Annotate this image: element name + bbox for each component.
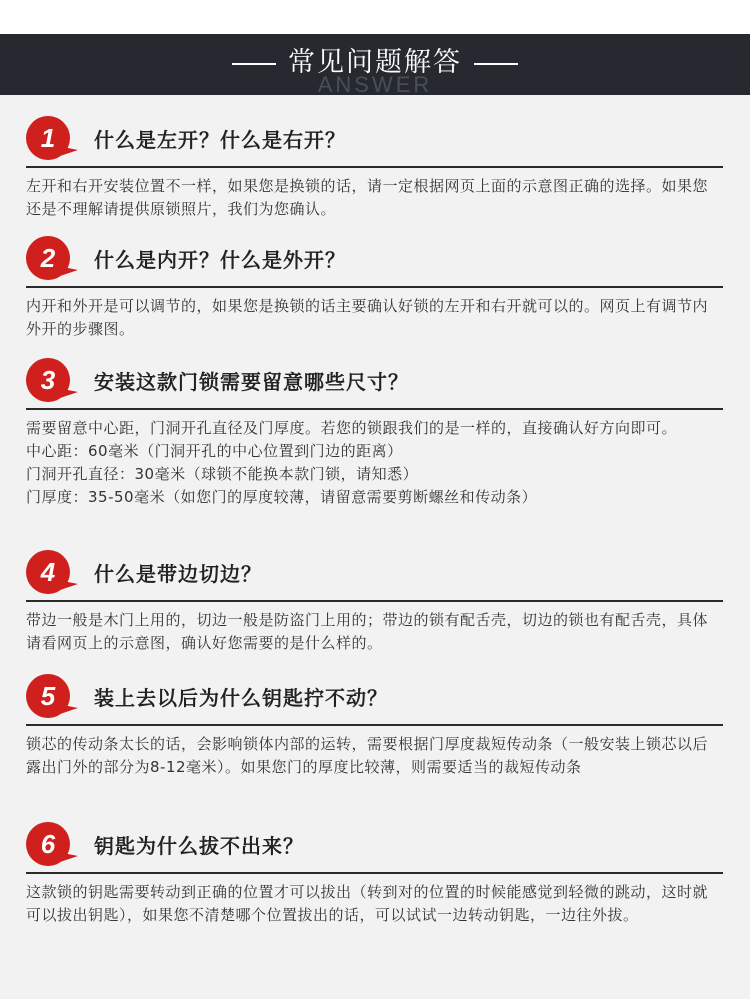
question-text: 什么是左开？什么是右开？ bbox=[94, 128, 346, 152]
badge-number: 1 bbox=[40, 123, 56, 153]
faq-item-5 bbox=[26, 670, 723, 779]
divider bbox=[26, 724, 723, 726]
faq-item-4 bbox=[26, 546, 723, 655]
question-text: 安装这款门锁需要留意哪些尺寸？ bbox=[94, 370, 409, 394]
page-header bbox=[0, 34, 750, 95]
faq-item-6 bbox=[26, 818, 723, 927]
badge-number: 5 bbox=[40, 681, 56, 711]
answer-text bbox=[26, 417, 723, 509]
answer-text bbox=[26, 733, 723, 779]
answer-line: 内开和外开是可以调节的，如果您是换锁的话主要确认好锁的左开和右开就可以的。网页上有调节内外开的步骤图。 bbox=[26, 297, 709, 338]
answer-text bbox=[26, 881, 723, 927]
answer-text bbox=[26, 175, 723, 221]
answer-text bbox=[26, 295, 723, 341]
divider bbox=[26, 600, 723, 602]
answer-line: 需要留意中心距，门洞开孔直径及门厚度。若您的锁跟我们的是一样的，直接确认好方向即可。 bbox=[26, 419, 678, 437]
answer-line: 中心距：60毫米（门洞开孔的中心位置到门边的距离） bbox=[26, 442, 403, 460]
badge-number: 4 bbox=[40, 557, 56, 587]
answer-line: 左开和右开安装位置不一样，如果您是换锁的话，请一定根据网页上面的示意图正确的选择。如果您还是不理解请提供原锁照片，我们为您确认。 bbox=[26, 177, 709, 218]
question-text: 钥匙为什么拔不出来？ bbox=[94, 834, 304, 858]
title-dash-right bbox=[474, 63, 518, 65]
divider bbox=[26, 286, 723, 288]
question-row bbox=[26, 546, 723, 594]
faq-item-1 bbox=[26, 112, 723, 221]
question-text: 什么是带边切边？ bbox=[94, 562, 262, 586]
question-row bbox=[26, 818, 723, 866]
divider bbox=[26, 872, 723, 874]
answer-line: 这款锁的钥匙需要转动到正确的位置才可以拔出（转到对的位置的时候能感觉到轻微的跳动，这时就可以拔出钥匙），如果您不清楚哪个位置拔出的话，可以试试一边转动钥匙，一边往外拔。 bbox=[26, 883, 709, 924]
title-dash-left bbox=[232, 63, 276, 65]
faq-item-2 bbox=[26, 232, 723, 341]
top-band bbox=[0, 0, 750, 34]
badge-number: 2 bbox=[40, 243, 56, 273]
divider bbox=[26, 166, 723, 168]
badge-number: 6 bbox=[40, 829, 56, 859]
answer-text bbox=[26, 609, 723, 655]
question-row bbox=[26, 232, 723, 280]
question-row bbox=[26, 112, 723, 160]
divider bbox=[26, 408, 723, 410]
question-row bbox=[26, 354, 723, 402]
answer-line: 锁芯的传动条太长的话，会影响锁体内部的运转，需要根据门厚度裁短传动条（一般安装上锁芯以后露出门外的部分为8-12毫米）。如果您门的厚度比较薄，则需要适当的裁短传动条 bbox=[26, 735, 709, 776]
page-title: 常见问题解答 bbox=[288, 47, 462, 78]
answer-line: 门厚度：35-50毫米（如您门的厚度较薄，请留意需要剪断螺丝和传动条） bbox=[26, 488, 538, 506]
question-text: 装上去以后为什么钥匙拧不动？ bbox=[94, 686, 388, 710]
answer-line: 带边一般是木门上用的，切边一般是防盗门上用的；带边的锁有配舌壳，切边的锁也有配舌壳，具体请看网页上的示意图，确认好您需要的是什么样的。 bbox=[26, 611, 709, 652]
page-subtitle: ANSWER bbox=[317, 72, 433, 95]
badge-number: 3 bbox=[40, 365, 56, 395]
question-text: 什么是内开？什么是外开？ bbox=[94, 248, 346, 272]
question-row bbox=[26, 670, 723, 718]
answer-line: 门洞开孔直径：30毫米（球锁不能换本款门锁，请知悉） bbox=[26, 465, 419, 483]
faq-item-3 bbox=[26, 354, 723, 509]
